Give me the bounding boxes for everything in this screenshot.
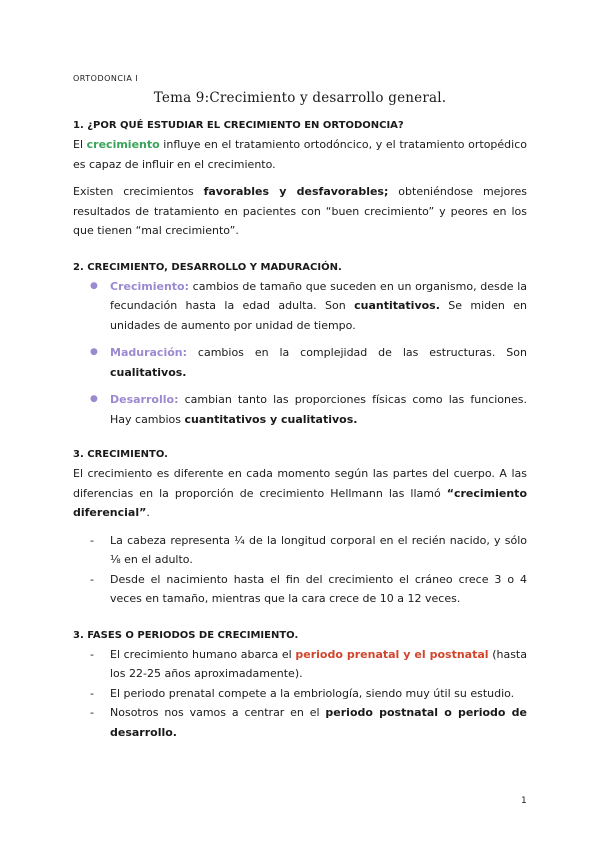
definitions-list (73, 277, 527, 430)
bullet-icon: ● (90, 347, 98, 357)
list-item: ● Desarrollo: cambian tanto las proporciones físicas como las funciones. Hay cambios cuantitativos y cualitativos. (73, 390, 527, 429)
list-item: - El periodo prenatal compete a la embriología, siendo muy útil su estudio. (90, 686, 515, 700)
page-number: 1 (521, 796, 527, 806)
highlight-crecimiento: crecimiento (86, 138, 160, 151)
list-item: - Desde el nacimiento hasta el fin del crecimiento el cráneo crece 3 o 4 veces en tamaño, mientras que la cara crece de 10 a 12 veces. (90, 572, 527, 605)
list-item: - Nosotros nos vamos a centrar en el periodo postnatal o periodo de desarrollo. (90, 706, 527, 739)
list-item: ● Maduración: cambios en la complejidad de las estructuras. Son cualitativos. (73, 343, 527, 382)
section-3-heading: 3. CRECIMIENTO. (73, 449, 168, 460)
section-4-heading: 3. FASES O PERIODOS DE CRECIMIENTO. (73, 629, 299, 641)
course-header: ORTODONCIA I (73, 74, 139, 83)
section-1-paragraph-2: Existen crecimientos favorables y desfavorables; obteniéndose mejores resultados de tratamiento en pacientes con “buen crecimiento” y peores en los que tienen “mal crecimiento”. (73, 185, 528, 237)
bullet-icon: ● (90, 280, 98, 291)
highlight-periodos: periodo prenatal y el postnatal (295, 647, 489, 661)
list-item: - La cabeza representa ¼ de la longitud corporal en el recién nacido, y sólo ⅛ en el adulto. (90, 533, 527, 566)
list-item: ● Crecimiento: cambios de tamaño que suceden en un organismo, desde la fecundación hasta la edad adulta. Son cuantitativos. Se miden en unidades de aumento por unidad de tiempo. (73, 277, 527, 336)
bullet-icon: ● (90, 394, 98, 404)
phases-list (73, 645, 527, 743)
document-body (73, 116, 527, 742)
page-title: Tema 9:Crecimiento y desarrollo general. (153, 90, 447, 106)
section-2-heading: 2. CRECIMIENTO, DESARROLLO Y MADURACIÓN. (73, 261, 342, 273)
section-1-heading: 1. ¿POR QUÉ ESTUDIAR EL CRECIMIENTO EN ORTODONCIA? (73, 120, 404, 131)
section-1-paragraph-1: El crecimiento influye en el tratamiento ortodóncico, y el tratamiento ortopédico es capaz de influir en el crecimiento. (73, 138, 527, 171)
section-3-paragraph: El crecimiento es diferente en cada momento según las partes del cuerpo. A las diferencias en la proporción de crecimiento Hellmann las llamó “crecimiento diferencial”. (73, 467, 527, 519)
growth-facts-list (73, 531, 527, 609)
list-item: - El crecimiento humano abarca el periodo prenatal y el postnatal (hasta los 22-25 años aproximadamente). (90, 647, 527, 680)
